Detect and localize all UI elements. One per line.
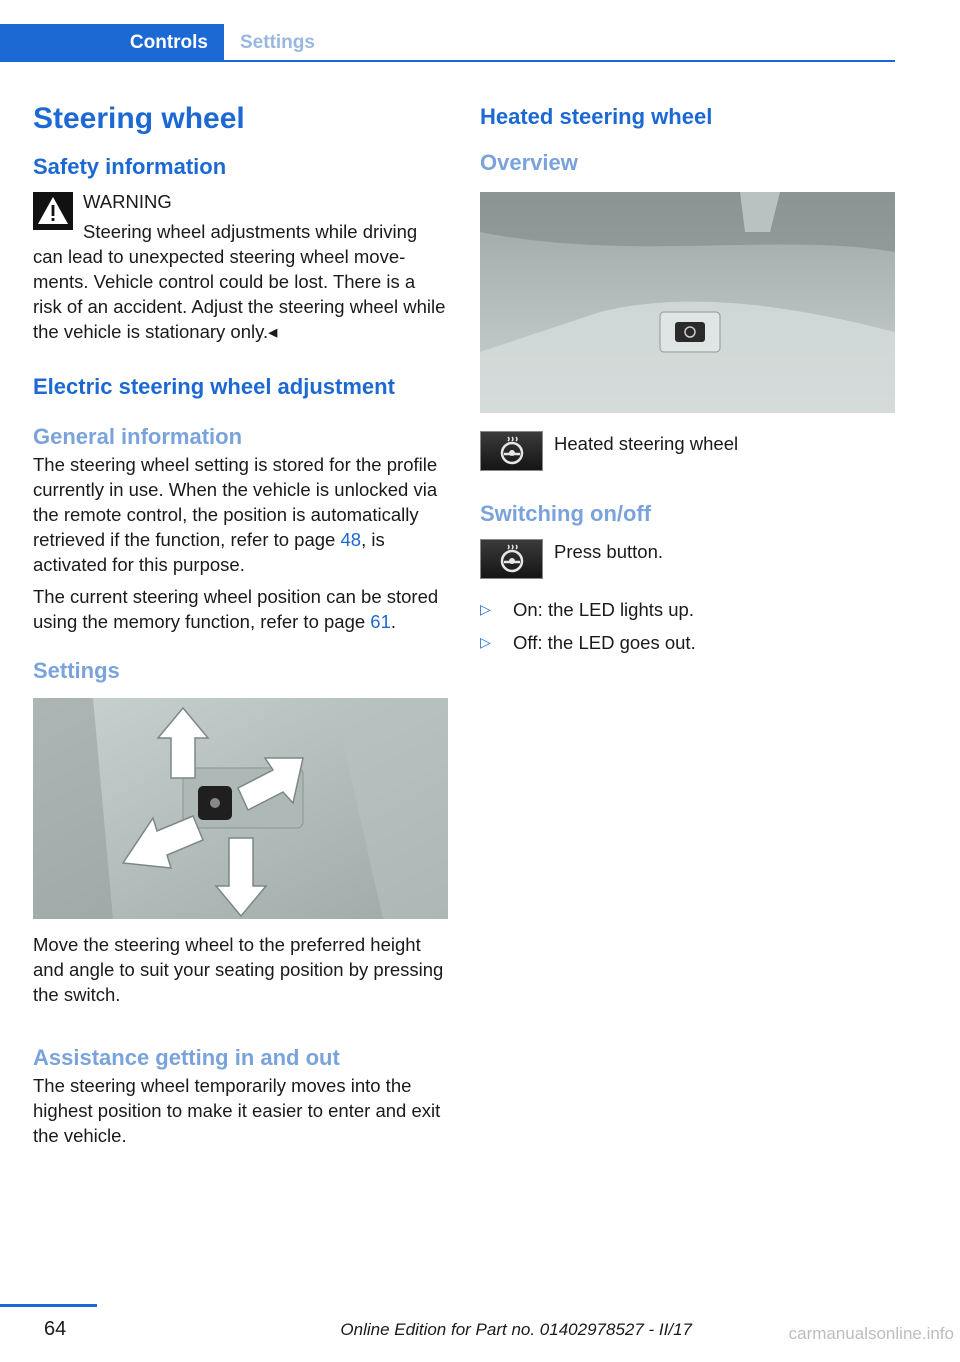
settings-text: Move the steering wheel to the preferred height and angle to suit your seating position by pressing the switch. <box>33 934 444 1005</box>
tab-controls[interactable]: Controls <box>0 24 224 61</box>
right-column <box>480 96 895 663</box>
triangle-bullet-icon: ▷ <box>480 601 491 617</box>
heated-wheel-button[interactable] <box>480 539 543 579</box>
general-paragraph-2: The current steering wheel position can be stored using the memory function, refer to page 61. <box>33 586 439 632</box>
warning-block <box>33 188 448 344</box>
icon-caption: Heated steering wheel <box>554 433 739 454</box>
triangle-bullet-icon: ▷ <box>480 634 491 650</box>
tab-settings[interactable]: Settings <box>240 32 315 53</box>
on-off-list <box>480 597 895 655</box>
general-info-heading: General information <box>33 424 243 449</box>
heated-wheel-heading: Heated steering wheel <box>480 104 713 129</box>
list-item: ▷ On: the LED lights up. <box>480 599 694 620</box>
safety-heading: Safety information <box>33 154 227 179</box>
switching-heading: Switching on/off <box>480 501 652 526</box>
header-divider <box>0 60 895 62</box>
warning-label: WARNING <box>83 191 172 212</box>
page-number: 64 <box>44 1318 67 1340</box>
heated-steering-wheel-icon <box>480 431 543 471</box>
press-button-text: Press button. <box>554 541 664 562</box>
watermark: carmanualsonline.info <box>788 1324 954 1343</box>
electric-adjustment-heading: Electric steering wheel adjustment <box>33 374 395 399</box>
overview-heading: Overview <box>480 150 578 175</box>
press-button-row <box>480 539 895 581</box>
footer-divider <box>0 1304 97 1307</box>
left-column <box>33 96 448 1148</box>
edition-text: Online Edition for Part no. 01402978527 - II/17 <box>340 1320 692 1339</box>
assistance-heading: Assistance getting in and out <box>33 1045 340 1070</box>
page-title: Steering wheel <box>33 102 245 135</box>
assistance-text: The steering wheel temporarily moves into the highest position to make it easier to enter and exit the vehicle. <box>33 1075 441 1146</box>
warning-text: Steering wheel adjustments while driving can lead to unexpected steering wheel movements. Vehicle control could be lost. There is a risk of an accident. Adjust the steering wheel while the vehicle is stationary only.◂ <box>33 221 446 342</box>
heated-wheel-illustration <box>480 192 895 413</box>
heated-wheel-icon-row <box>480 431 895 473</box>
header-tabs <box>0 24 895 62</box>
page-link-61[interactable]: 61 <box>370 611 391 632</box>
list-item: ▷ Off: the LED goes out. <box>480 632 696 653</box>
page-link-48[interactable]: 48 <box>340 529 362 550</box>
general-paragraph-1: The steering wheel setting is stored for the profile currently in use. When the vehicle is unlocked via the remote control, the position is automatically retrieved if the function, refer to page 48, is activated for this purpose. <box>33 454 438 575</box>
settings-heading: Settings <box>33 658 120 683</box>
steering-adjust-illustration <box>33 698 448 919</box>
warning-icon <box>33 192 73 230</box>
